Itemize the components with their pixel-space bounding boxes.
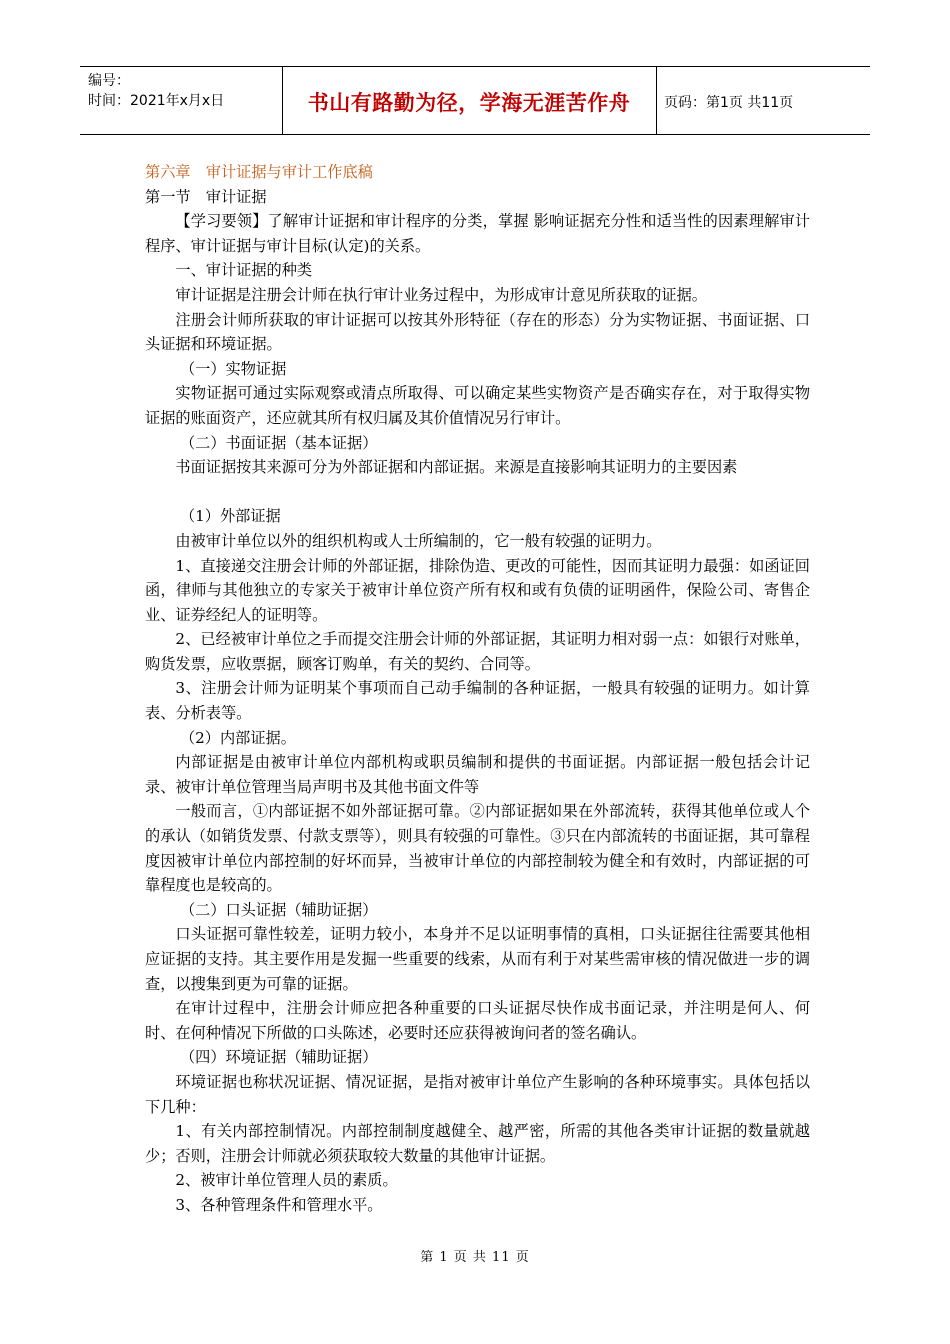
heading-level-1: 一、审计证据的种类 <box>175 261 313 280</box>
header-divider <box>656 67 657 134</box>
paragraph: 【学习要领】了解审计证据和审计程序的分类，掌握 影响证据充分性和适当性的因素理解审计程序、审计证据与审计目标(认定)的关系。 <box>145 212 810 255</box>
header-meta <box>88 71 224 111</box>
paragraph: 3、各种管理条件和管理水平。 <box>175 1195 383 1214</box>
paragraph: 审计证据是注册会计师在执行审计业务过程中，为形成审计意见所获取的证据。 <box>175 285 707 304</box>
page-footer: 第 1 页 共 11 页 <box>420 1250 530 1265</box>
heading-level-2: （四）环境证据（辅助证据） <box>179 1048 378 1067</box>
page-header <box>80 66 870 135</box>
header-motto: 书山有路勤为径，学海无涯苦作舟 <box>307 90 631 115</box>
paragraph: 书面证据按其来源可分为外部证据和内部证据。来源是直接影响其证明力的主要因素 <box>175 458 738 477</box>
paragraph: 2、已经被审计单位之手而提交注册会计师的外部证据，其证明力相对弱一点：如银行对账单，购货发票，应收票据，顾客订购单，有关的契约、合同等。 <box>145 630 810 673</box>
paragraph: 一般而言，①内部证据不如外部证据可靠。②内部证据如果在外部流转，获得其他单位或人个的承认（如销货发票、付款支票等），则具有较强的可靠性。③只在内部流转的书面证据，其可靠程度因被审计单位内部控制的好坏而异，当被审计单位的内部控制较为健全和有效时，内部证据的可靠程度也是较高的。 <box>145 802 810 895</box>
blank-line <box>145 480 810 505</box>
paragraph: 1、直接递交注册会计师的外部证据，排除伪造、更改的可能性，因而其证明力最强：如函证回函，律师与其他独立的专家关于被审计单位资产所有权和或有负债的证明函件，保险公司、寄售企业、证券经纪人的证明等。 <box>145 556 810 624</box>
header-page-info: 页码：第1页 共11页 <box>664 94 794 111</box>
paragraph: 2、被审计单位管理人员的素质。 <box>175 1171 398 1190</box>
paragraph: 实物证据可通过实际观察或清点所取得、可以确定某些实物资产是否确实存在，对于取得实物证据的账面资产，还应就其所有权归属及其价值情况另行审计。 <box>145 384 810 427</box>
paragraph: 注册会计师所获取的审计证据可以按其外形特征（存在的形态）分为实物证据、书面证据、口头证据和环境证据。 <box>145 310 810 354</box>
paragraph: 1、有关内部控制情况。内部控制制度越健全、越严密，所需的其他各类审计证据的数量就越少；否则，注册会计师就必须获取较大数量的其他审计证据。 <box>145 1122 810 1165</box>
heading-level-3: （1）外部证据 <box>179 507 281 526</box>
document-date-label: 时间：2021年x月x日 <box>88 93 225 109</box>
paragraph: 3、注册会计师为证明某个事项而自己动手编制的各种证据，一般具有较强的证明力。如计算表、分析表等。 <box>145 679 810 723</box>
document-body <box>145 160 810 1218</box>
heading-level-3: （2）内部证据。 <box>179 728 296 747</box>
heading-level-2: （二）书面证据（基本证据） <box>179 433 378 452</box>
paragraph: 环境证据也称状况证据、情况证据，是指对被审计单位产生影响的各种环境事实。具体包括以下几种： <box>145 1072 810 1116</box>
heading-level-2: （二）口头证据（辅助证据） <box>179 900 378 919</box>
paragraph: 口头证据可靠性较差，证明力较小，本身并不足以证明事情的真相，口头证据往往需要其他相应证据的支持。其主要作用是发掘一些重要的线索，从而有利于对某些需审核的情况做进一步的调查，以搜集到更为可靠的证据。 <box>145 925 810 993</box>
paragraph: 由被审计单位以外的组织机构或人士所编制的，它一般有较强的证明力。 <box>175 531 662 550</box>
chapter-title: 第六章 审计证据与审计工作底稿 <box>145 163 373 181</box>
heading-level-2: （一）实物证据 <box>179 359 287 378</box>
paragraph: 在审计过程中，注册会计师应把各种重要的口头证据尽快作成书面记录，并注明是何人、何时、在何种情况下所做的口头陈述，必要时还应获得被询问者的签名确认。 <box>145 999 810 1042</box>
paragraph: 内部证据是由被审计单位内部机构或职员编制和提供的书面证据。内部证据一般包括会计记录、被审计单位管理当局声明书及其他书面文件等 <box>145 753 810 796</box>
document-number-label: 编号： <box>88 73 130 89</box>
section-title: 第一节 审计证据 <box>145 187 267 206</box>
